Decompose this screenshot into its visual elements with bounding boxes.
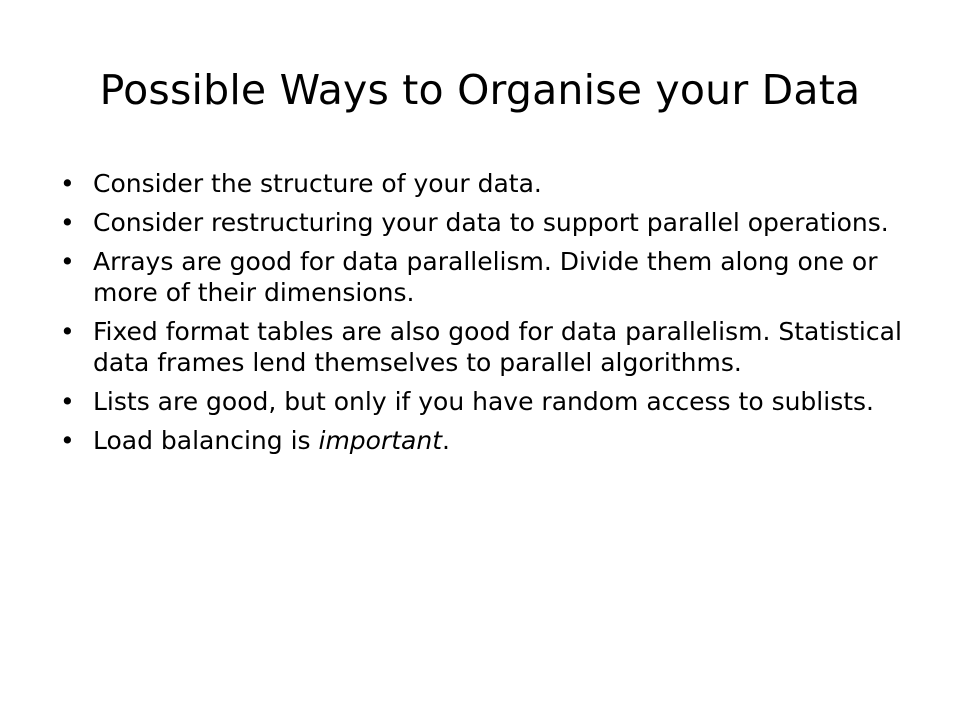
bullet-text [93, 426, 450, 455]
bullet-text-lead: Load balancing is [93, 426, 319, 455]
bullet-icon: • [60, 317, 75, 346]
bullet-list [56, 168, 906, 464]
bullet-text: Arrays are good for data parallelism. Divide them along one or more of their dimensions. [93, 247, 878, 307]
bullet-icon: • [60, 387, 75, 416]
bullet-icon: • [60, 208, 75, 237]
bullet-item [56, 207, 906, 238]
bullet-icon: • [60, 169, 75, 198]
bullet-item [56, 425, 906, 456]
bullet-text-tail: . [442, 426, 450, 455]
bullet-item [56, 168, 906, 199]
slide-title: Possible Ways to Organise your Data [99, 66, 861, 114]
bullet-text: Consider restructuring your data to support parallel operations. [93, 208, 889, 237]
bullet-icon: • [60, 426, 75, 455]
bullet-item [56, 246, 906, 308]
bullet-item [56, 386, 906, 417]
bullet-text: Fixed format tables are also good for data parallelism. Statistical data frames lend themselves to parallel algorithms. [93, 317, 902, 377]
bullet-text: Lists are good, but only if you have random access to sublists. [93, 387, 874, 416]
bullet-icon: • [60, 247, 75, 276]
bullet-text: Consider the structure of your data. [93, 169, 542, 198]
emphasized-word: important [318, 426, 443, 455]
bullet-item [56, 316, 906, 378]
